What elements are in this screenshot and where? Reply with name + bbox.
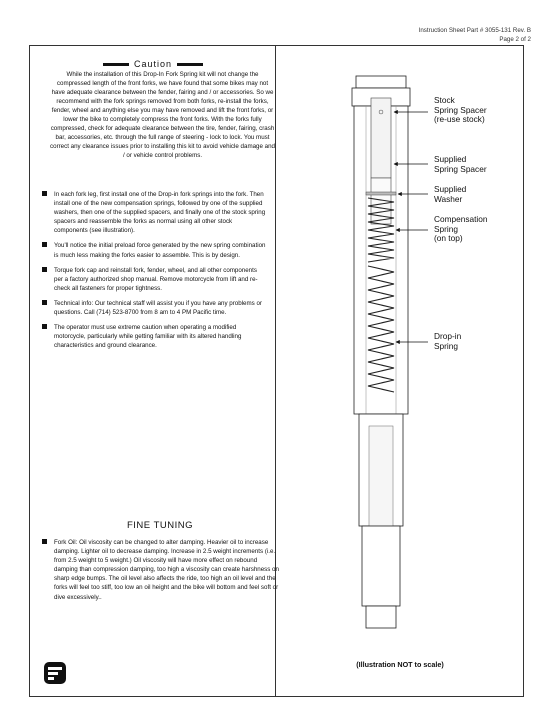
doc-header	[419, 26, 531, 44]
instruction-list	[40, 190, 266, 356]
fine-tuning-text: Fork Oil: Oil viscosity can be changed to alter damping. Heavier oil to increase damping. Lighter oil to decrease damping. Increase in 2.5 weight increments (i.e. from 2.5 weight to 5 weight.) Oil viscosity will have more effect on rebound damping than compression damping, too high a viscosity can create harshness on sharp edge bumps. The oil level also affects the ride, too high an oil level and the forks will feel too stiff, too low an oil height and the bike will bottom and feel soft or dive excessively..	[54, 539, 279, 601]
fork-cap	[356, 76, 406, 88]
instruction-text: Torque fork cap and reinstall fork, fender, wheel, and all other components per a factory authorized shop manual. Remove motorcycle from lift and re-check all fasteners for proper tightness.	[54, 266, 258, 292]
label-compensation-spring: Compensation Spring (on top)	[434, 214, 488, 243]
fine-tuning-item	[40, 538, 280, 602]
fine-tuning-heading: FINE TUNING	[126, 520, 194, 531]
label-supplied-spacer: Supplied Spring Spacer	[434, 154, 487, 174]
caution-title: Caution	[133, 59, 173, 69]
bullet-square-icon	[42, 300, 47, 305]
caution-bar-icon	[103, 63, 129, 66]
instruction-item	[40, 323, 266, 350]
supplied-washer	[366, 192, 396, 195]
instruction-item	[40, 190, 266, 235]
fork-slider	[362, 526, 400, 606]
label-dropin-spring: Drop-in Spring	[434, 331, 462, 351]
illustration-caption: (Illustration NOT to scale)	[356, 660, 444, 669]
bullet-square-icon	[42, 242, 47, 247]
instruction-item	[40, 241, 266, 259]
fork-illustration	[276, 46, 524, 696]
instruction-text: In each fork leg, first install one of the Drop-in fork springs into the fork. Then install one of the new compensation springs, followed by one of the supplied washers, then one of the supplied spacers, and finally one of the stock spring spacers and reassemble the forks as normal using all other stock components (see illustration).	[54, 191, 266, 235]
page-number: Page 2 of 2	[499, 36, 531, 43]
instruction-text: The operator must use extreme caution when operating a modified motorcycle, particularly while getting familiar with its altered handling characteristics and ground clearance.	[54, 324, 242, 350]
bullet-square-icon	[42, 539, 47, 544]
bullet-square-icon	[42, 191, 47, 196]
caution-text: While the installation of this Drop-In Fork Spring kit will not change the compressed length of the front forks, we have found that some bikes may not have adequate clearance between the fender, fairing and / or accessories. So we recommend with the fork springs removed from both forks, re-install the forks, fender, wheel and anything else you may have removed and lift the front forks, or lower the bike to completely compress the front forks. With the forks fully compressed, check for adequate clearance between the tire, fender, fairing, crash bar, accessories, etc. through the full range of steering - lock to lock. You must correct any clearance issues prior to installing this kit to avoid vehicle damage and / or vehicle control problems.	[50, 71, 275, 160]
brand-logo-icon	[44, 662, 66, 684]
caution-bar-icon	[177, 63, 203, 66]
part-number: Instruction Sheet Part # 3055-131 Rev. B	[418, 27, 531, 34]
instruction-item	[40, 266, 266, 293]
label-stock-spacer: Stock Spring Spacer (re-use stock)	[434, 95, 487, 124]
instruction-item	[40, 299, 266, 317]
label-supplied-washer: Supplied Washer	[434, 184, 467, 204]
instruction-text: You'll notice the initial preload force generated by the new spring combination is much less making the forks easier to assemble. This is by design.	[54, 242, 266, 259]
instruction-text: Technical info: Our technical staff will assist you if you have any problems or questions. Call (714) 523-8700 from 8 am to 4 PM Pacific time.	[54, 299, 262, 317]
bullet-square-icon	[42, 267, 47, 272]
caution-heading	[78, 58, 228, 70]
bullet-square-icon	[42, 324, 47, 329]
fork-foot	[366, 606, 396, 628]
